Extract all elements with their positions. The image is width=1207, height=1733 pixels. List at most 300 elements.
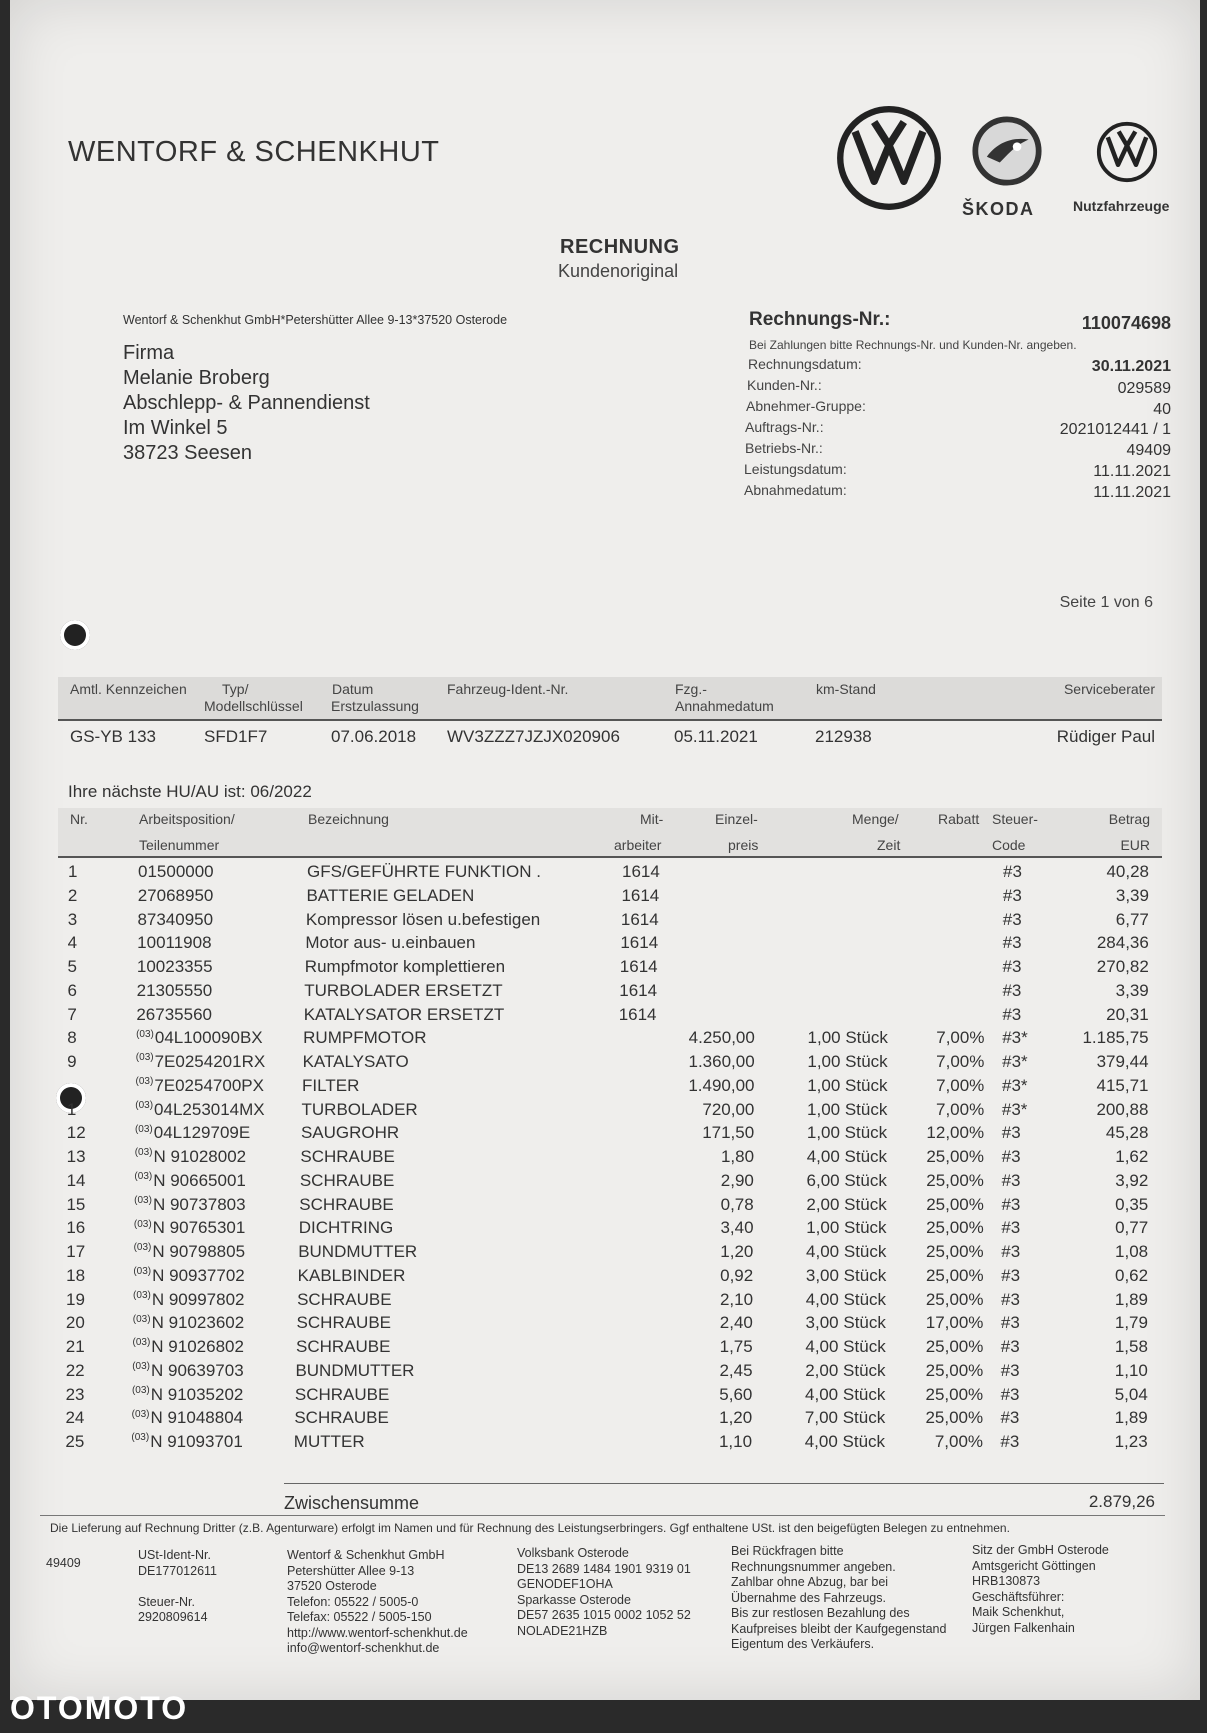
table-row — [0, 1337, 1207, 1361]
invoice-number: 110074698 — [1081, 313, 1171, 333]
cell-quantity: 3,00 Stück — [805, 1265, 887, 1285]
vehicle-header-berater: Serviceberater — [1063, 681, 1155, 697]
vehicle-serviceberater: Rüdiger Paul — [1056, 727, 1155, 746]
vehicle-header-datum: Datum — [332, 681, 374, 697]
cell-unit-price: 1.490,00 — [688, 1075, 755, 1095]
footer-line: Rechnungsnummer angeben. — [731, 1559, 896, 1574]
cell-nr: 14 — [66, 1170, 86, 1190]
cell-description: SCHRAUBE — [296, 1313, 392, 1333]
table-row — [0, 1290, 1207, 1314]
part-number-text: N 90639703 — [151, 1360, 244, 1380]
th-menge: Zeit — [877, 837, 901, 853]
table-row — [0, 933, 1207, 957]
recipient-line: Im Winkel 5 — [123, 417, 228, 439]
cell-employee: 1614 — [622, 862, 660, 881]
cell-unit-price: 0,78 — [720, 1194, 754, 1214]
recipient-line: Melanie Broberg — [123, 367, 270, 389]
meta-value: 11.11.2021 — [1093, 484, 1171, 501]
recipient-line: Abschlepp- & Pannendienst — [123, 392, 370, 414]
table-row — [0, 1147, 1207, 1171]
cell-part-number — [135, 1147, 246, 1167]
footer-line: Volksbank Osterode — [517, 1546, 629, 1560]
cell-unit-price: 1,10 — [718, 1432, 753, 1451]
cell-discount: 25,00% — [925, 1265, 984, 1285]
footer-col-registry — [972, 1543, 1109, 1636]
part-origin-marker: (03) — [133, 1218, 152, 1230]
th-nr: Nr. — [70, 811, 88, 827]
cell-part-number — [134, 1171, 245, 1191]
cell-amount: 1.185,75 — [1082, 1028, 1149, 1048]
cell-amount: 3,39 — [1115, 980, 1149, 1000]
cell-nr: 22 — [65, 1360, 85, 1380]
cell-amount: 40,28 — [1106, 862, 1149, 881]
part-number-text: N 91026802 — [151, 1337, 244, 1356]
footer-line: Jürgen Falkenhain — [972, 1620, 1075, 1635]
cell-discount: 7,00% — [935, 1099, 985, 1119]
cell-unit-price: 1,80 — [720, 1147, 755, 1166]
cell-nr: 6 — [67, 980, 77, 1000]
part-origin-marker: (03) — [135, 1099, 154, 1111]
meta-label: Auftrags-Nr.: — [745, 419, 824, 435]
cell-description: SCHRAUBE — [299, 1170, 395, 1190]
cell-employee: 1614 — [621, 885, 660, 905]
footer-line: DE57 2635 1015 0002 1052 52 — [517, 1608, 691, 1622]
cell-part-number — [131, 1432, 242, 1452]
cell-part-number — [133, 1313, 244, 1333]
sender-line: Wentorf & Schenkhut GmbH*Petershütter Allee 9-13*37520 Osterode — [123, 313, 508, 327]
cell-tax-code: #3* — [1002, 1052, 1028, 1071]
table-row — [0, 981, 1207, 1005]
vw-logo — [836, 105, 942, 211]
cell-tax-code: #3 — [1001, 1170, 1021, 1190]
cell-part-number — [134, 1195, 245, 1215]
cell-description: TURBOLADER ERSETZT — [304, 980, 503, 1000]
meta-label: Kunden-Nr.: — [747, 377, 822, 393]
part-number-text: 7E0254201RX — [154, 1052, 266, 1071]
cell-amount: 415,71 — [1096, 1075, 1149, 1095]
payment-note: Bei Zahlungen bitte Rechnungs-Nr. und Kunden-Nr. angeben. — [749, 338, 1077, 352]
footer-rule — [40, 1515, 1165, 1516]
table-row — [0, 1361, 1207, 1385]
cell-quantity: 1,00 Stück — [806, 1123, 888, 1143]
vehicle-header-typ: Typ/ — [222, 681, 249, 697]
footer-line: 37520 Osterode — [287, 1579, 377, 1593]
cell-part-number: 10011908 — [137, 933, 212, 953]
meta-label: Abnehmer-Gruppe: — [746, 398, 866, 414]
part-number-text: 04L100090BX — [154, 1028, 263, 1048]
cell-nr: 1 — [66, 1099, 77, 1119]
cell-discount: 25,00% — [926, 1194, 984, 1214]
part-number-text: N 91048804 — [150, 1408, 244, 1428]
cell-unit-price: 171,50 — [702, 1123, 755, 1143]
recipient-line: 38723 Seesen — [123, 442, 253, 464]
meta-value: 30.11.2021 — [1091, 358, 1171, 375]
cell-tax-code: #3 — [1002, 933, 1022, 953]
vehicle-kennzeichen: GS-YB 133 — [70, 727, 156, 746]
cell-part-number: 01500000 — [138, 862, 214, 881]
meta-value: 11.11.2021 — [1093, 463, 1171, 480]
part-origin-marker: (03) — [133, 1289, 151, 1301]
table-row — [0, 1028, 1207, 1052]
cell-discount: 25,00% — [926, 1218, 984, 1238]
cell-quantity: 7,00 Stück — [804, 1408, 886, 1428]
footer-line: Geschäftsführer: — [972, 1589, 1065, 1604]
cell-amount: 270,82 — [1096, 957, 1149, 976]
cell-tax-code: #3* — [1001, 1099, 1028, 1119]
cell-employee: 1614 — [620, 909, 659, 929]
cell-nr: 9 — [67, 1052, 77, 1071]
recipient-line: Firma — [123, 342, 175, 364]
cell-unit-price: 2,45 — [719, 1360, 753, 1380]
cell-tax-code: #3 — [1002, 957, 1022, 976]
part-origin-marker: (03) — [134, 1123, 153, 1135]
cell-part-number — [135, 1100, 264, 1120]
cell-amount: 1,62 — [1115, 1147, 1149, 1166]
cell-tax-code: #3 — [1002, 885, 1022, 905]
footer-line: NOLADE21HZB — [517, 1623, 608, 1638]
footer-line: Maik Schenkhut, — [972, 1605, 1065, 1619]
cell-amount: 3,92 — [1115, 1170, 1149, 1190]
cell-nr: 7 — [67, 1004, 77, 1024]
cell-tax-code: #3 — [1000, 1360, 1020, 1380]
footer-line: Bei Rückfragen bitte — [731, 1544, 844, 1558]
invoice-number-label: Rechnungs-Nr.: — [749, 309, 891, 330]
page-info: Seite 1 von 6 — [1059, 594, 1153, 611]
cell-description: DICHTRING — [298, 1218, 394, 1238]
footer-line: GENODEF1OHA — [517, 1577, 613, 1591]
cell-part-number: 87340950 — [137, 909, 214, 929]
footer-line: Eigentum des Verkäufers. — [731, 1637, 875, 1651]
cell-description: SCHRAUBE — [296, 1337, 391, 1356]
cell-nr: 17 — [66, 1242, 86, 1261]
cell-description: SCHRAUBE — [300, 1147, 395, 1166]
cell-part-number: 10023355 — [136, 957, 213, 976]
footer-line: Kaufpreises bleibt der Kaufgegenstand — [731, 1621, 947, 1636]
otomoto-watermark: OTOMOTO — [10, 1690, 189, 1726]
document-subtitle: Kundenoriginal — [558, 261, 679, 281]
footer-line: Steuer-Nr. — [138, 1594, 195, 1609]
cell-amount: 45,28 — [1105, 1123, 1149, 1143]
cell-discount: 17,00% — [925, 1313, 984, 1333]
cell-quantity: 3,00 Stück — [805, 1313, 886, 1333]
nutzfahrzeuge-label: Nutzfahrzeuge — [1073, 198, 1170, 214]
cell-unit-price: 720,00 — [702, 1099, 755, 1119]
part-number-text: 04L253014MX — [154, 1099, 265, 1119]
cell-unit-price: 3,40 — [720, 1218, 754, 1238]
cell-tax-code: #3 — [1002, 1004, 1022, 1024]
vehicle-fin: WV3ZZZ7JZJX020906 — [447, 727, 620, 746]
cell-nr: 8 — [67, 1028, 77, 1048]
meta-label: Betriebs-Nr.: — [745, 440, 823, 456]
cell-quantity: 1,00 Stück — [807, 1052, 888, 1071]
cell-quantity: 4,00 Stück — [805, 1384, 886, 1404]
cell-tax-code: #3 — [1000, 1337, 1020, 1356]
cell-description: SCHRAUBE — [294, 1408, 389, 1428]
footer-line: DE177012611 — [138, 1563, 218, 1578]
cell-nr: 3 — [67, 909, 78, 929]
table-row — [0, 1432, 1207, 1456]
cell-amount: 0,35 — [1115, 1194, 1149, 1214]
footer-col-address — [287, 1548, 468, 1657]
cell-nr: 1 — [68, 862, 78, 881]
vehicle-header-annahme: Annahmedatum — [675, 698, 774, 714]
cell-nr: 13 — [66, 1147, 86, 1166]
part-origin-marker: (03) — [131, 1432, 150, 1444]
cell-tax-code: #3 — [1000, 1384, 1020, 1404]
th-mitarbeiter: arbeiter — [614, 837, 662, 853]
cell-description: Rumpfmotor komplettieren — [304, 957, 506, 976]
part-origin-marker: (03) — [134, 1147, 153, 1159]
part-origin-marker: (03) — [136, 1028, 154, 1040]
vw-nutzfahrzeuge-logo — [1095, 120, 1159, 184]
cell-amount: 3,39 — [1115, 885, 1149, 905]
cell-employee: 1614 — [620, 933, 659, 953]
cell-tax-code: #3 — [1000, 1432, 1020, 1451]
cell-quantity: 4,00 Stück — [806, 1242, 887, 1261]
table-row — [0, 1266, 1207, 1290]
cell-part-number — [133, 1337, 244, 1357]
cell-nr: 2 — [67, 885, 78, 905]
vehicle-header-datum: Erstzulassung — [331, 698, 419, 714]
cell-nr: 18 — [66, 1265, 86, 1285]
cell-amount: 6,77 — [1115, 909, 1149, 929]
cell-unit-price: 1,20 — [720, 1242, 754, 1261]
th-bezeichnung: Bezeichnung — [308, 811, 389, 827]
footer-col-tax — [138, 1548, 217, 1626]
cell-tax-code: #3 — [1001, 1289, 1020, 1309]
cell-description: FILTER — [302, 1075, 360, 1095]
footer-line: Sparkasse Osterode — [517, 1592, 631, 1607]
cell-part-number — [132, 1385, 243, 1405]
cell-amount: 1,89 — [1114, 1408, 1148, 1428]
cell-part-number — [134, 1242, 245, 1262]
subtotal-label: Zwischensumme — [284, 1493, 420, 1513]
cell-description: KATALYSATOR ERSETZT — [303, 1004, 505, 1024]
meta-value: 40 — [1153, 401, 1171, 418]
cell-description: KATALYSATO — [302, 1052, 409, 1071]
cell-nr: 25 — [65, 1432, 85, 1451]
next-inspection: Ihre nächste HU/AU ist: 06/2022 — [68, 782, 312, 801]
part-origin-marker: (03) — [135, 1052, 154, 1064]
cell-description: RUMPFMOTOR — [303, 1028, 427, 1048]
footer-website-link[interactable]: http://www.wentorf-schenkhut.de — [287, 1625, 468, 1640]
meta-label: Abnahmedatum: — [744, 482, 847, 498]
cell-description: BUNDMUTTER — [298, 1242, 418, 1261]
footer-line: Petershütter Allee 9-13 — [287, 1563, 415, 1578]
cell-nr: 23 — [65, 1384, 85, 1404]
footer-line: Bis zur restlosen Bezahlung des — [731, 1606, 910, 1620]
cell-nr: 20 — [65, 1313, 85, 1333]
th-einzelpreis: Einzel- — [715, 811, 758, 827]
footer-line: Zahlbar ohne Abzug, bar bei — [731, 1575, 889, 1589]
part-number-text: 7E0254700PX — [154, 1075, 264, 1095]
cell-amount: 1,89 — [1114, 1289, 1149, 1309]
vehicle-header-kennzeichen: Amtl. Kennzeichen — [70, 681, 187, 697]
part-number-text: N 90798805 — [152, 1242, 246, 1261]
company-name: WENTORF & SCHENKHUT — [68, 136, 440, 168]
cell-quantity: 2,00 Stück — [806, 1194, 887, 1214]
cell-part-number — [136, 1076, 264, 1096]
part-origin-marker: (03) — [132, 1313, 151, 1325]
part-number-text: N 90665001 — [153, 1170, 246, 1190]
cell-amount: 200,88 — [1096, 1099, 1149, 1119]
vehicle-annahmedatum: 05.11.2021 — [674, 727, 758, 746]
cell-quantity: 6,00 Stück — [806, 1170, 887, 1190]
th-einzelpreis: preis — [728, 837, 759, 853]
th-betrag: EUR — [1120, 837, 1150, 853]
cell-unit-price: 2,40 — [719, 1313, 753, 1333]
cell-description: SCHRAUBE — [294, 1384, 390, 1404]
cell-employee: 1614 — [619, 980, 658, 1000]
cell-quantity: 1,00 Stück — [807, 1075, 888, 1095]
cell-employee: 1614 — [619, 957, 658, 976]
footer-email-link[interactable]: info@wentorf-schenkhut.de — [287, 1641, 440, 1655]
cell-description: MUTTER — [293, 1432, 365, 1451]
part-number-text: 04L129709E — [153, 1123, 251, 1143]
table-row — [0, 1195, 1207, 1219]
cell-discount: 25,00% — [925, 1384, 984, 1404]
cell-nr: 15 — [66, 1194, 86, 1214]
table-row — [0, 910, 1207, 934]
part-origin-marker: (03) — [134, 1194, 152, 1206]
part-number-text: N 90937702 — [152, 1265, 245, 1285]
cell-unit-price: 4.250,00 — [688, 1028, 755, 1048]
part-number-text: N 91035202 — [150, 1384, 244, 1404]
meta-value: 2021012441 / 1 — [1059, 421, 1171, 438]
part-number-text: N 91028002 — [153, 1147, 247, 1166]
footer-line: Wentorf & Schenkhut GmbH — [287, 1548, 445, 1562]
cell-unit-price: 2,10 — [719, 1289, 754, 1309]
part-origin-marker: (03) — [132, 1337, 151, 1349]
cell-discount: 25,00% — [925, 1337, 984, 1356]
cell-tax-code: #3 — [1001, 1265, 1021, 1285]
cell-amount: 0,77 — [1115, 1218, 1149, 1238]
cell-amount: 0,62 — [1114, 1265, 1149, 1285]
delivery-note: Die Lieferung auf Rechnung Dritter (z.B. Agenturware) erfolgt im Namen und für Rechnung des Leistungserbringers. Ggf enthaltene USt. ist den beigefügten Belegen zu entnehmen. — [50, 1521, 1010, 1535]
cell-nr: 12 — [66, 1123, 86, 1143]
cell-part-number — [133, 1290, 244, 1310]
cell-unit-price: 1.360,00 — [688, 1052, 755, 1071]
cell-quantity: 1,00 Stück — [806, 1218, 887, 1238]
meta-value: 49409 — [1126, 442, 1171, 459]
part-number-text: N 90765301 — [152, 1218, 246, 1238]
cell-part-number — [136, 1052, 265, 1072]
skoda-label: ŠKODA — [962, 199, 1035, 219]
part-number-text: N 90997802 — [151, 1289, 245, 1309]
footer-line: Amtsgericht Göttingen — [972, 1558, 1096, 1573]
table-row — [0, 862, 1207, 886]
footer-line: Telefax: 05522 / 5005-150 — [287, 1610, 432, 1624]
cell-amount: 1,58 — [1114, 1337, 1148, 1356]
part-origin-marker: (03) — [131, 1384, 150, 1396]
footer-col-terms — [731, 1544, 946, 1653]
footer-line: 2920809614 — [138, 1610, 208, 1624]
table-row — [0, 1242, 1207, 1266]
th-mitarbeiter: Mit- — [640, 811, 664, 827]
vehicle-header-annahme: Fzg.- — [675, 681, 707, 697]
cell-discount: 25,00% — [925, 1408, 984, 1428]
vehicle-header-fin: Fahrzeug-Ident.-Nr. — [447, 681, 569, 697]
th-position: Teilenummer — [139, 837, 220, 853]
table-row — [0, 1052, 1207, 1076]
cell-discount: 7,00% — [936, 1075, 985, 1095]
part-origin-marker: (03) — [134, 1171, 153, 1183]
cell-quantity: 1,00 Stück — [807, 1028, 888, 1048]
vehicle-header-typ: Modellschlüssel — [204, 698, 303, 714]
cell-unit-price: 5,60 — [719, 1384, 753, 1404]
meta-label: Leistungsdatum: — [744, 461, 847, 477]
th-position: Arbeitsposition/ — [139, 811, 235, 827]
cell-tax-code: #3 — [1000, 1408, 1020, 1428]
cell-amount: 1,23 — [1114, 1432, 1148, 1451]
subtotal-value: 2.879,26 — [1088, 1492, 1155, 1511]
footer-line: Telefon: 05522 / 5005-0 — [287, 1594, 419, 1609]
cell-description: SCHRAUBE — [297, 1289, 392, 1309]
th-steuercode: Code — [992, 837, 1026, 853]
part-number-text: N 91093701 — [150, 1432, 243, 1451]
cell-description: BUNDMUTTER — [295, 1360, 415, 1380]
vehicle-km: 212938 — [815, 727, 872, 746]
cell-description: Kompressor lösen u.befestigen — [305, 909, 541, 929]
cell-part-number — [136, 1028, 263, 1048]
footer-line: Sitz der GmbH Osterode — [972, 1543, 1109, 1557]
meta-label: Rechnungsdatum: — [748, 356, 862, 372]
cell-tax-code: #3* — [1002, 1028, 1028, 1048]
footer-line: Übernahme des Fahrzeugs. — [731, 1590, 886, 1605]
cell-employee: 1614 — [618, 1004, 657, 1024]
cell-part-number: 27068950 — [137, 885, 214, 905]
part-origin-marker: (03) — [133, 1266, 152, 1278]
footer-line: DE13 2689 1484 1901 9319 01 — [517, 1561, 691, 1576]
cell-tax-code: #3 — [1001, 1147, 1021, 1166]
table-row — [0, 1100, 1207, 1124]
footer-branch: 49409 — [46, 1556, 81, 1570]
cell-tax-code: #3 — [1003, 862, 1022, 881]
cell-quantity: 4,00 Stück — [806, 1147, 888, 1166]
subtotal-rule — [284, 1483, 1164, 1484]
table-row — [0, 1218, 1207, 1242]
cell-discount: 7,00% — [934, 1432, 984, 1451]
cell-description: TURBOLADER — [301, 1099, 418, 1119]
cell-tax-code: #3 — [1001, 1218, 1021, 1238]
cell-tax-code: #3 — [1000, 1313, 1020, 1333]
vehicle-typ: SFD1F7 — [204, 727, 268, 746]
cell-quantity: 1,00 Stück — [807, 1099, 888, 1119]
cell-amount: 379,44 — [1096, 1052, 1149, 1071]
cell-part-number — [133, 1266, 244, 1286]
cell-amount: 20,31 — [1106, 1004, 1149, 1024]
cell-quantity: 4,00 Stück — [804, 1432, 886, 1451]
skoda-logo — [971, 115, 1043, 187]
cell-part-number — [135, 1123, 250, 1143]
cell-nr: 24 — [65, 1408, 85, 1428]
cell-amount: 1,79 — [1114, 1313, 1148, 1333]
cell-part-number: 21305550 — [136, 980, 213, 1000]
cell-part-number — [132, 1408, 243, 1428]
cell-nr: 16 — [66, 1218, 86, 1238]
vehicle-header-km: km-Stand — [816, 681, 876, 697]
cell-tax-code: #3* — [1002, 1075, 1028, 1095]
table-row — [0, 1171, 1207, 1195]
cell-discount: 12,00% — [926, 1123, 985, 1143]
cell-discount: 7,00% — [936, 1028, 985, 1048]
part-origin-marker: (03) — [131, 1408, 150, 1420]
table-row — [0, 886, 1207, 910]
part-number-text: N 90737803 — [152, 1194, 246, 1214]
cell-quantity: 4,00 Stück — [805, 1289, 887, 1309]
part-origin-marker: (03) — [135, 1076, 154, 1088]
cell-nr: 19 — [66, 1289, 85, 1309]
